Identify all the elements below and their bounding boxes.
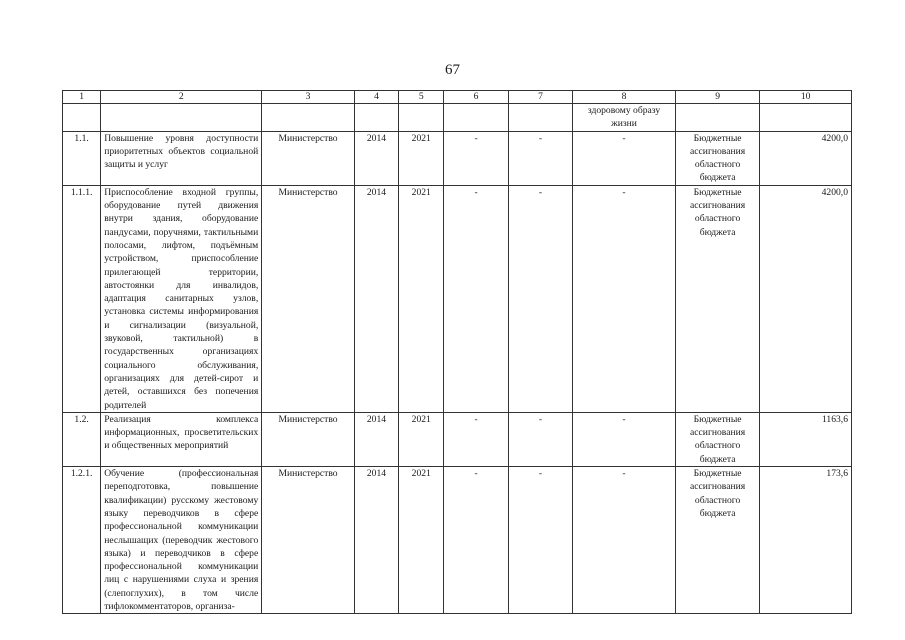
start-year: 2014 (354, 412, 398, 466)
start-year: 2014 (354, 131, 398, 185)
executor-cell: Министерство (262, 467, 355, 614)
end-year: 2021 (399, 185, 444, 412)
column-header: 7 (508, 91, 572, 104)
start-year: 2014 (354, 185, 398, 412)
item-number: 1.2. (63, 412, 101, 466)
table-row (63, 185, 852, 412)
start-year: 2014 (354, 467, 398, 614)
end-year: 2021 (399, 467, 444, 614)
funding-amount: 4200,0 (760, 185, 852, 412)
table-cell (63, 104, 101, 132)
table-cell (508, 104, 572, 132)
continuation-row (63, 104, 852, 132)
program-table (62, 90, 852, 614)
funding-amount: 4200,0 (760, 131, 852, 185)
table-cell (354, 104, 398, 132)
table-cell: - (573, 185, 676, 412)
column-header: 4 (354, 91, 398, 104)
table-cell: - (444, 467, 508, 614)
executor-cell: Министерство (262, 412, 355, 466)
item-number: 1.1. (63, 131, 101, 185)
table-cell (760, 104, 852, 132)
page-number: 67 (445, 62, 460, 78)
item-number: 1.2.1. (63, 467, 101, 614)
item-name: Приспособление входной группы, оборудование путей движения внутри здания, оборудование пандусами, поручнями, тактильными полосами, лифтом, подъёмным устройством, приспособление прилегающей территории, автостоянки для инвалидов, адаптация санитарных узлов, установка системы информирования и сигнализации (визуальной, звуковой, тактильной) в государственных организациях социального обслуживания, организациях для детей-сирот и детей, оставшихся без попечения родителей (101, 185, 262, 412)
table-row (63, 131, 852, 185)
table-cell (101, 104, 262, 132)
table-cell: - (508, 412, 572, 466)
table-cell: - (508, 131, 572, 185)
column-header: 1 (63, 91, 101, 104)
item-name: Обучение (профессиональная переподготовка, повышение квалификации) русскому жестовому языку переводчиков в сфере профессиональной коммуникации неслышащих (переводчик жестового языка) и переводчиков в сфере профессиональной коммуникации лиц с нарушениями слуха и зрения (слепоглухих), в том числе тифлокомментаторов, организа- (101, 467, 262, 614)
end-year: 2021 (399, 412, 444, 466)
funding-amount: 1163,6 (760, 412, 852, 466)
table-cell (399, 104, 444, 132)
table-cell: - (444, 412, 508, 466)
funding-source: Бюджетные ассигнования областного бюджета (675, 131, 760, 185)
table-cell: - (508, 467, 572, 614)
table-cell: - (508, 185, 572, 412)
item-name: Реализация комплекса информационных, просветительских и общественных мероприятий (101, 412, 262, 466)
indicator-cell: здоровому образу жизни (573, 104, 676, 132)
funding-source: Бюджетные ассигнования областного бюджета (675, 185, 760, 412)
table-cell: - (444, 131, 508, 185)
funding-source: Бюджетные ассигнования областного бюджета (675, 467, 760, 614)
funding-source: Бюджетные ассигнования областного бюджета (675, 412, 760, 466)
column-header: 6 (444, 91, 508, 104)
end-year: 2021 (399, 131, 444, 185)
table-cell (262, 104, 355, 132)
table-cell: - (444, 185, 508, 412)
column-header: 3 (262, 91, 355, 104)
table-cell: - (573, 131, 676, 185)
column-header: 5 (399, 91, 444, 104)
table-cell (444, 104, 508, 132)
column-header: 10 (760, 91, 852, 104)
column-header: 8 (573, 91, 676, 104)
executor-cell: Министерство (262, 131, 355, 185)
column-header: 2 (101, 91, 262, 104)
table-row (63, 467, 852, 614)
table-row (63, 412, 852, 466)
table-cell: - (573, 412, 676, 466)
item-name: Повышение уровня доступности приоритетных объектов социальной защиты и услуг (101, 131, 262, 185)
item-number: 1.1.1. (63, 185, 101, 412)
table-cell: - (573, 467, 676, 614)
column-header: 9 (675, 91, 760, 104)
table-cell (675, 104, 760, 132)
column-number-row (63, 91, 852, 104)
funding-amount: 173,6 (760, 467, 852, 614)
executor-cell: Министерство (262, 185, 355, 412)
